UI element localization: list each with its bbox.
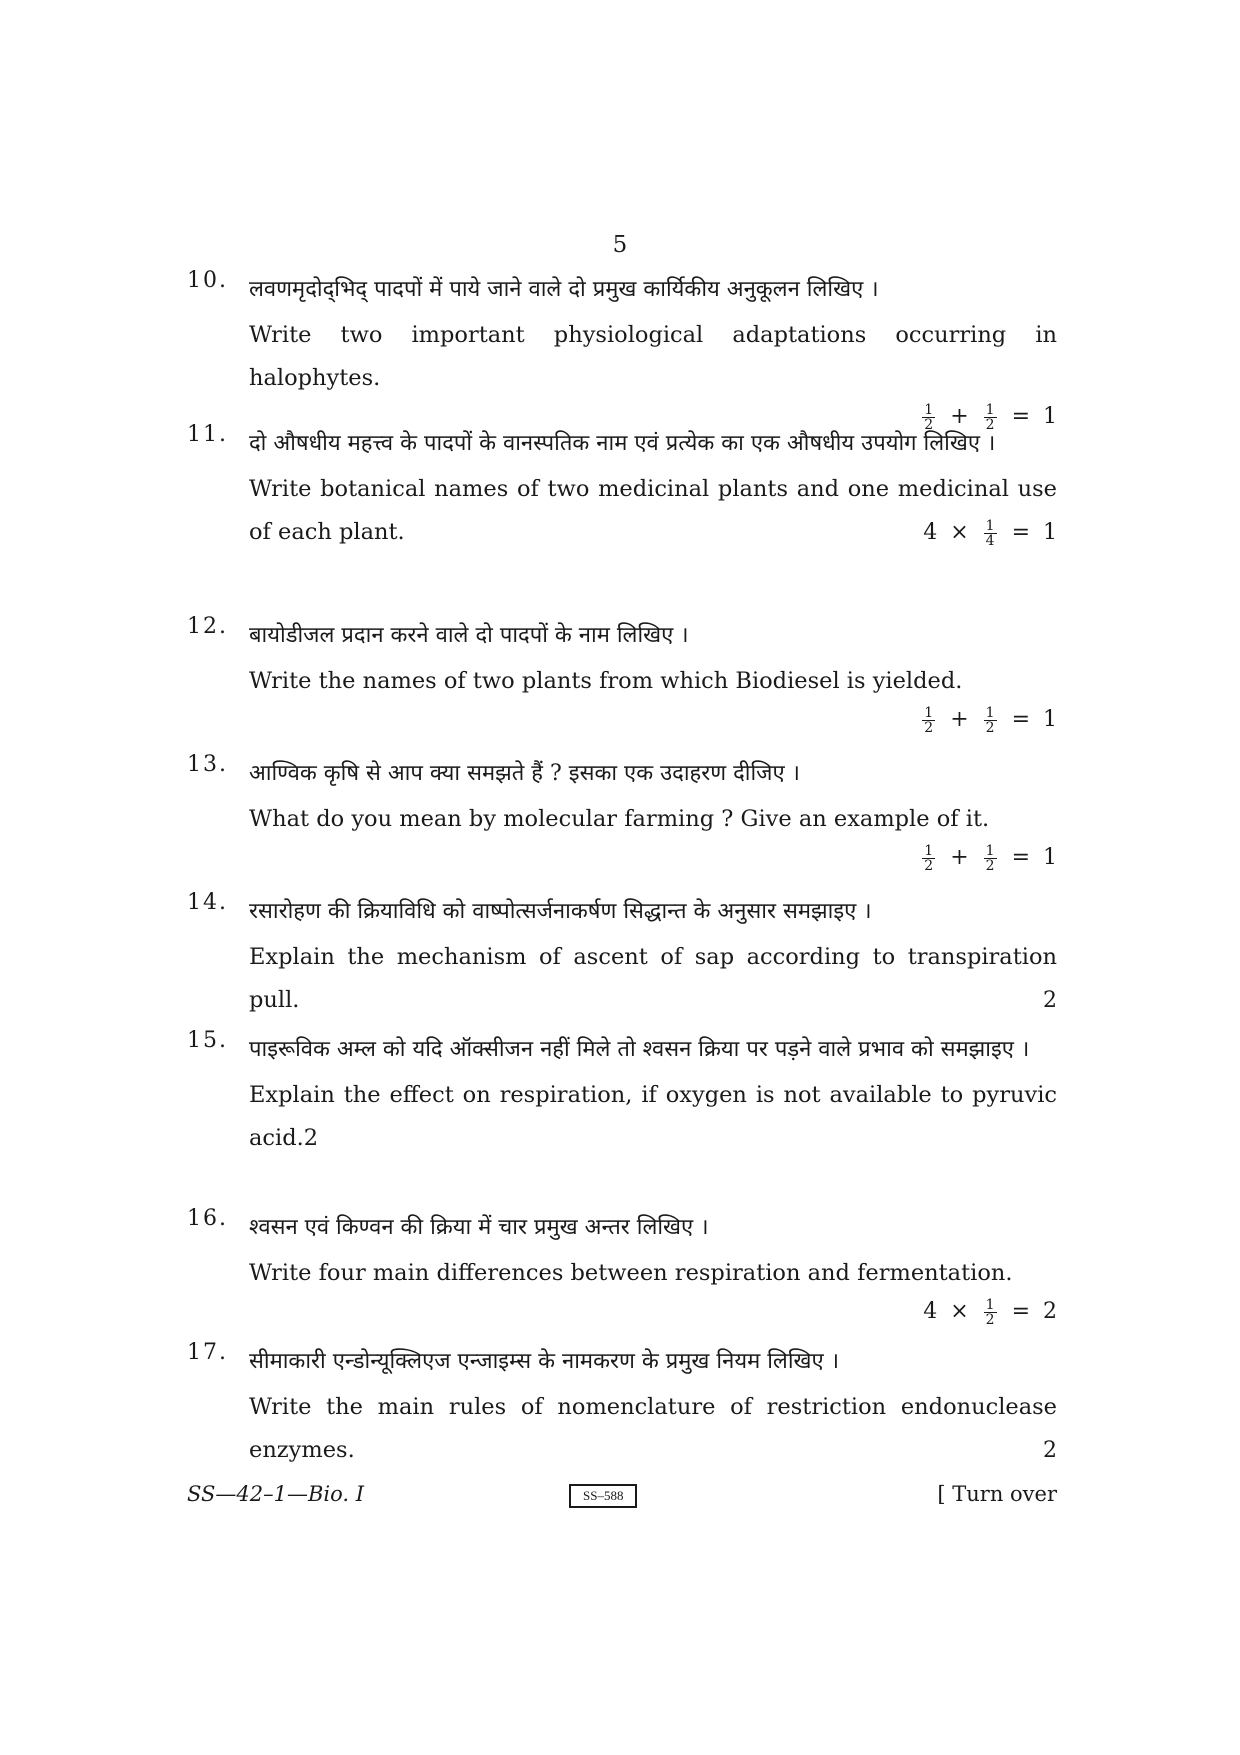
fraction: $\frac{1}{4}$: [985, 517, 995, 549]
series-code-box: SS–588: [569, 1484, 637, 1508]
question-english: What do you mean by molecular farming ? Give an example of it.: [249, 806, 990, 832]
marks: $\frac{1}{2}$ + $\frac{1}{2}$ = 1: [924, 401, 1057, 433]
question-12: [187, 614, 1057, 737]
question-english: Write two important physiological adaptations occurring in halophytes.: [249, 322, 1057, 391]
question-11: [187, 422, 1057, 554]
question-16: [187, 1206, 1057, 1329]
question-english-wrap: [249, 936, 1057, 1022]
marks: 2: [1043, 1438, 1057, 1463]
question-english: Explain the mechanism of ascent of sap according to transpiration pull.: [249, 944, 1057, 1013]
fraction: $\frac{1}{2}$: [985, 842, 995, 874]
question-number: 12.: [187, 614, 228, 639]
question-english-wrap: [249, 1074, 1057, 1160]
marks: 4 × $\frac{1}{2}$ = 2: [923, 1296, 1057, 1328]
marks: 4 × $\frac{1}{4}$ = 1: [923, 517, 1057, 549]
question-hindi: दो औषधीय महत्त्व के पादपों के वानस्पतिक नाम एवं प्रत्येक का एक औषधीय उपयोग लिखिए ।: [249, 431, 996, 456]
question-17: [187, 1340, 1057, 1472]
page-number: 5: [612, 232, 628, 258]
question-english: Write botanical names of two medicinal plants and one medicinal use of each plant.: [249, 476, 1057, 545]
question-15: [187, 1028, 1057, 1160]
question-number: 17.: [187, 1340, 228, 1365]
question-10: [187, 268, 1057, 434]
page-footer: [187, 1482, 1057, 1514]
question-hindi: सीमाकारी एन्डोन्यूक्लिएज एन्जाइम्स के नामकरण के प्रमुख नियम लिखिए ।: [249, 1349, 840, 1374]
marks: 2: [1043, 988, 1057, 1013]
marks: $\frac{1}{2}$ + $\frac{1}{2}$ = 1: [924, 842, 1057, 874]
question-hindi: लवणमृदोद्‌भिद् पादपों में पाये जाने वाले दो प्रमुख कार्यिकीय अनुकूलन लिखिए ।: [249, 277, 879, 302]
question-english: Write the names of two plants from which Biodiesel is yielded.: [249, 668, 963, 694]
question-number: 16.: [187, 1206, 228, 1231]
question-hindi: रसारोहण की क्रियाविधि को वाष्पोत्सर्जनाकर्षण सिद्धान्त के अनुसार समझाइए ।: [249, 899, 872, 924]
question-hindi: बायोडीजल प्रदान करने वाले दो पादपों के नाम लिखिए ।: [249, 623, 689, 648]
question-number: 11.: [187, 422, 228, 447]
question-13: [187, 752, 1057, 875]
question-english: Write four main differences between respiration and fermentation.: [249, 1260, 1013, 1286]
question-14: [187, 890, 1057, 1022]
fraction: $\frac{1}{2}$: [924, 401, 934, 433]
turn-over-note: [ Turn over: [937, 1482, 1057, 1506]
question-hindi: पाइरूविक अम्ल को यदि ऑक्सीजन नहीं मिले तो श्वसन क्रिया पर पड़ने वाले प्रभाव को समझाइए ।: [249, 1037, 1030, 1062]
question-number: 15.: [187, 1028, 228, 1053]
question-number: 13.: [187, 752, 228, 777]
marks: 2: [303, 1125, 319, 1151]
question-hindi: आण्विक कृषि से आप क्या समझते हैं ? इसका एक उदाहरण दीजिए ।: [249, 761, 801, 786]
fraction: $\frac{1}{2}$: [985, 401, 995, 433]
marks: $\frac{1}{2}$ + $\frac{1}{2}$ = 1: [924, 704, 1057, 736]
question-number: 14.: [187, 890, 228, 915]
question-number: 10.: [187, 268, 228, 293]
question-english-wrap: [249, 1386, 1057, 1472]
question-hindi: श्वसन एवं किण्वन की क्रिया में चार प्रमुख अन्तर लिखिए ।: [249, 1215, 709, 1240]
question-english: Write the main rules of nomenclature of restriction endonuclease enzymes.: [249, 1394, 1057, 1463]
question-english: Explain the effect on respiration, if oxygen is not available to pyruvic acid.: [249, 1082, 1057, 1151]
fraction: $\frac{1}{2}$: [985, 1296, 995, 1328]
fraction: $\frac{1}{2}$: [924, 704, 934, 736]
fraction: $\frac{1}{2}$: [985, 704, 995, 736]
fraction: $\frac{1}{2}$: [924, 842, 934, 874]
question-english-wrap: [249, 468, 1057, 554]
paper-code: SS—42–1—Bio. I: [187, 1482, 365, 1506]
